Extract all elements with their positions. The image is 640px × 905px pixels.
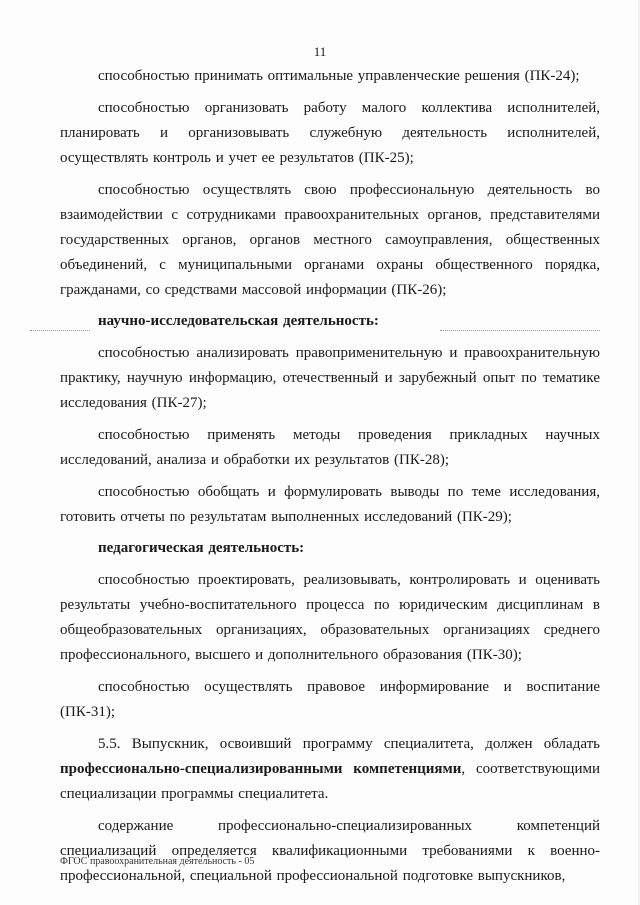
paragraph-pk26: способностью осуществлять свою профессиональную деятельность во взаимодействии с сотрудниками правоохранительных органов, представителями государственных органов, органов местного самоуправления, общественных объединений, с муниципальными органами охраны общественного порядка, гражданами, со средствами массовой информации (ПК-26); [60,182,600,298]
paragraph-5-5-end: , соответствующими специализации программы специалитета. [60,761,600,802]
heading-research-activity: научно-исследовательская деятельность: [98,313,379,329]
document-body [60,64,600,889]
paragraph-5-5-bold-term: профессионально-специализированными компетенциями [60,761,462,777]
paragraph-pk25: способностью организовать работу малого коллектива исполнителей, планировать и организовывать служебную деятельность исполнителей, осуществлять контроль и учет ее результатов (ПК-25); [60,100,600,166]
paragraph-pk24: способностью принимать оптимальные управленческие решения (ПК-24); [98,68,580,84]
paragraph-5-5 [60,732,600,807]
paragraph-pk31: способностью осуществлять правовое информирование и воспитание (ПК-31); [60,679,600,720]
paragraph-specializations: содержание профессионально-специализированных компетенций специализаций определяется квалификационными требованиями к военно-профессиональной, специальной профессиональной подготовке выпускников, [60,818,600,884]
footer-text: ФГОС правоохранительная деятельность - 05 [60,856,255,867]
paragraph-pk27: способностью анализировать правоприменительную и правоохранительную практику, научную информацию, отечественный и зарубежный опыт по тематике исследования (ПК-27); [60,345,600,411]
paragraph-pk28: способностью применять методы проведения прикладных научных исследований, анализа и обработки их результатов (ПК-28); [60,427,600,468]
page-number: 11 [313,44,327,59]
paragraph-5-5-start: 5.5. Выпускник, освоивший программу специалитета, должен обладать [98,736,600,752]
paragraph-pk30: способностью проектировать, реализовывать, контролировать и оценивать результаты учебно-воспитательного процесса по юридическим дисциплинам в общеобразовательных организациях, образовательных организациях среднего профессионального, высшего и дополнительного образования (ПК-30); [60,572,600,663]
paragraph-pk29: способностью обобщать и формулировать выводы по теме исследования, готовить отчеты по результатам выполненных исследований (ПК-29); [60,484,600,525]
heading-pedagogical-activity: педагогическая деятельность: [98,540,305,556]
